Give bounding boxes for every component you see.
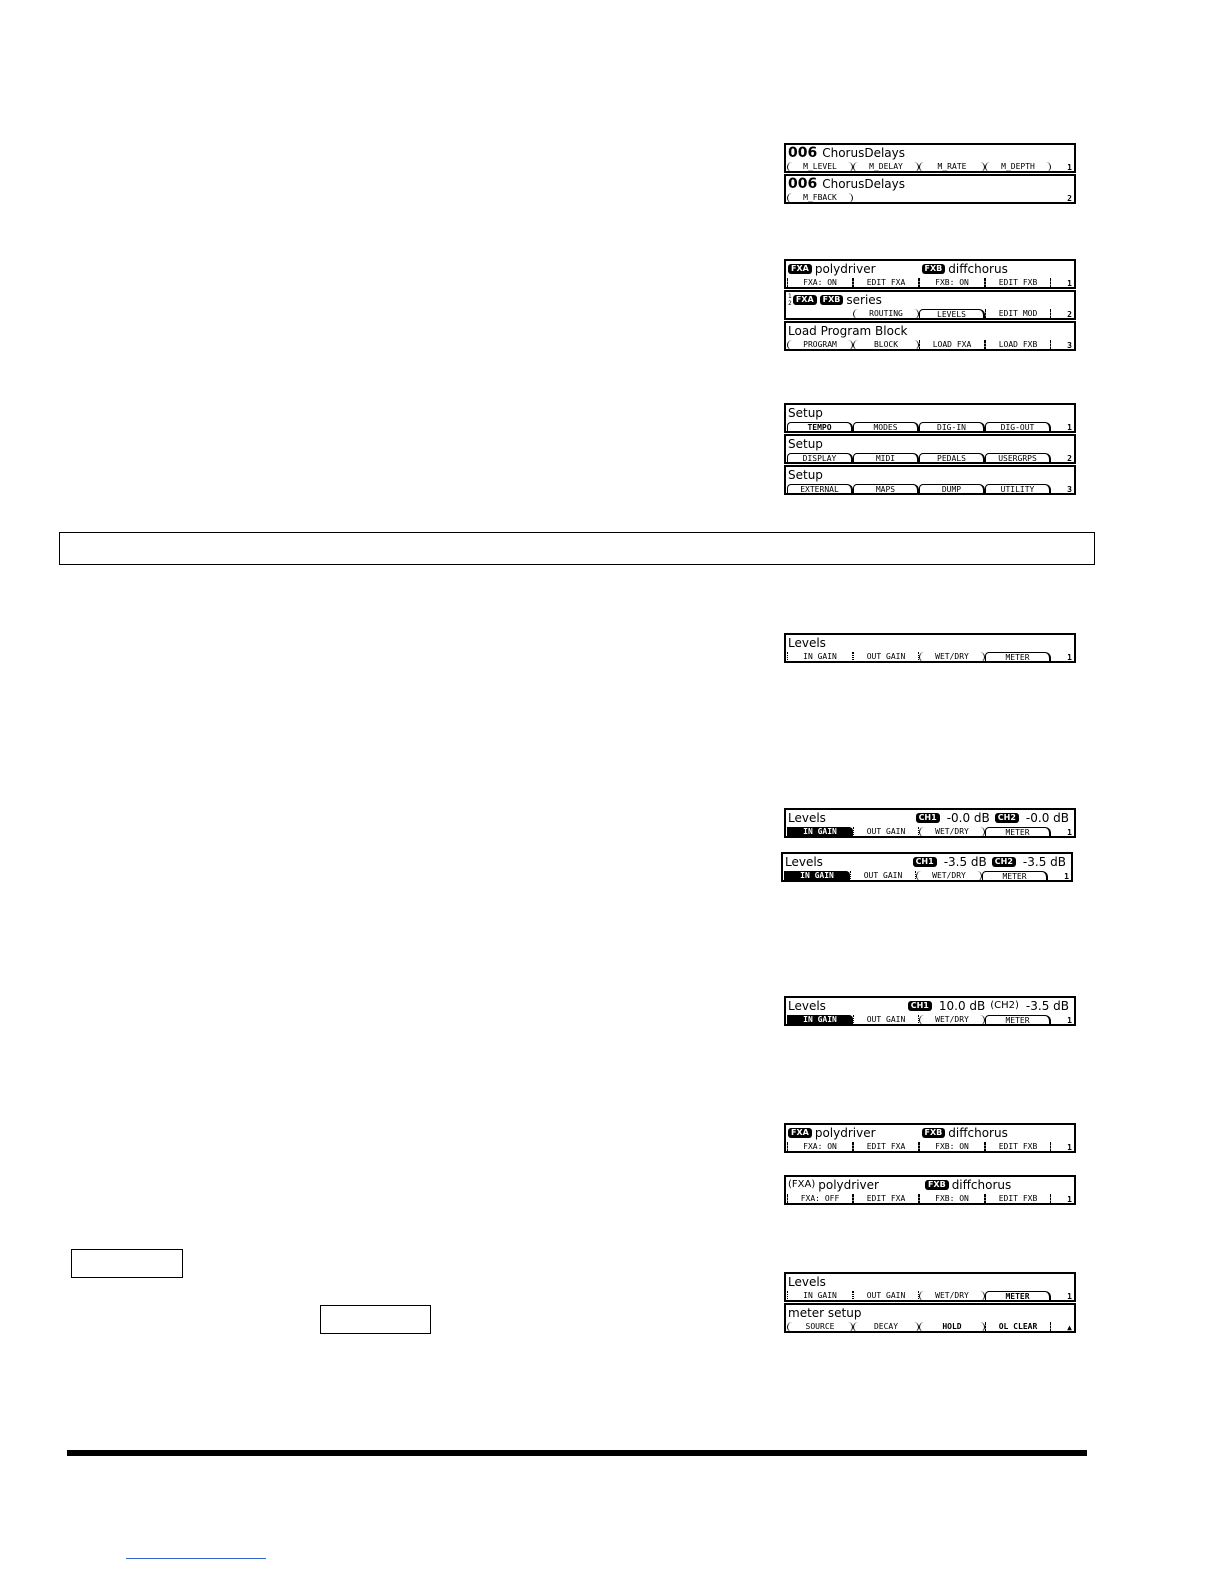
panel-title: Setup — [788, 468, 823, 482]
softkey-ol-clear[interactable]: OL CLEAR — [985, 1322, 1051, 1332]
softkey-meter[interactable]: METER — [985, 1291, 1051, 1301]
lcd-setup-display — [784, 403, 1076, 495]
page-indicator: 1 — [1067, 163, 1072, 172]
softkey-3[interactable]: M_RATE — [919, 162, 985, 172]
softkey-meter[interactable]: METER — [985, 652, 1051, 662]
lcd-levels-display — [784, 633, 1076, 663]
ch2-label: (CH2) — [990, 1000, 1019, 1011]
page-indicator: 3 — [1067, 485, 1072, 494]
section-heading-box — [59, 532, 1095, 565]
softkey-1[interactable]: DISPLAY — [787, 453, 853, 463]
softkey-2[interactable]: BLOCK — [853, 340, 919, 350]
softkey-in-gain[interactable]: IN GAIN — [787, 652, 853, 662]
ch1-value: 10.0 dB — [938, 999, 986, 1013]
page-indicator: 1 — [1067, 1292, 1072, 1301]
page-indicator: 1 — [1067, 279, 1072, 288]
softkey-wet-dry[interactable]: WET/DRY — [919, 827, 985, 837]
program-number: 006 — [788, 145, 818, 161]
softkey-out-gain[interactable]: OUT GAIN — [853, 652, 919, 662]
softkey-fxa-toggle[interactable]: FXA: OFF — [787, 1194, 853, 1204]
lcd-panel-page-1 — [784, 259, 1076, 289]
lcd-fx-off-display — [784, 1175, 1076, 1205]
lcd-levels-adjusted-display — [781, 852, 1073, 882]
page-indicator: 3 — [1067, 341, 1072, 350]
softkey-2[interactable]: M_DELAY — [853, 162, 919, 172]
lcd-panel-page-1 — [784, 1175, 1076, 1205]
lcd-panel-page-1 — [784, 1123, 1076, 1153]
softkey-1[interactable]: M_LEVEL — [787, 162, 853, 172]
softkey-edit-fxa[interactable]: EDIT FXA — [853, 1142, 919, 1152]
program-number: 006 — [788, 176, 818, 192]
ch2-chip: CH2 — [995, 813, 1019, 823]
program-title: ChorusDelays — [822, 177, 906, 191]
panel-title: Load Program Block — [788, 324, 908, 338]
softkey-fxb-toggle[interactable]: FXB: ON — [919, 1142, 985, 1152]
softkey-4[interactable]: USERGRPS — [985, 453, 1051, 463]
softkey-4[interactable]: M_DEPTH — [985, 162, 1051, 172]
softkey-1[interactable]: TEMPO — [787, 422, 853, 432]
page-indicator: 1 — [1067, 423, 1072, 432]
softkey-wet-dry[interactable]: WET/DRY — [919, 1015, 985, 1025]
lcd-meter-setup-display — [784, 1272, 1076, 1333]
fxa-name: polydriver — [814, 1126, 876, 1140]
softkey-3[interactable]: FXB: ON — [919, 278, 985, 288]
softkey-wet-dry[interactable]: WET/DRY — [919, 652, 985, 662]
softkey-2[interactable]: MAPS — [853, 484, 919, 494]
panel-title: Levels — [788, 1275, 826, 1289]
fxb-name: diffchorus — [951, 1178, 1012, 1192]
softkey-3[interactable]: LOAD FXA — [919, 340, 985, 350]
fxa-chip: FXA — [788, 1128, 812, 1138]
fxb-chip: FXB — [922, 264, 946, 274]
fxa-chip: FXA — [788, 264, 812, 274]
ch1-value: -3.5 dB — [943, 855, 987, 869]
fxb-name: diffchorus — [948, 1126, 1008, 1140]
softkey-4[interactable]: UTILITY — [985, 484, 1051, 494]
softkey-hold[interactable]: HOLD — [919, 1322, 985, 1332]
panel-title: meter setup — [788, 1306, 862, 1320]
lcd-panel-meter-setup — [784, 1303, 1076, 1333]
softkey-4[interactable]: DIG-OUT — [985, 422, 1051, 432]
softkey-4[interactable]: LOAD FXB — [985, 340, 1051, 350]
panel-title: Levels — [788, 999, 826, 1013]
lcd-panel-page-2 — [784, 174, 1076, 204]
page-indicator: 1 — [1067, 828, 1072, 837]
softkey-fxa-toggle[interactable]: FXA: ON — [787, 1142, 853, 1152]
softkey-in-gain[interactable]: IN GAIN — [787, 1291, 853, 1301]
empty-box-1 — [71, 1249, 183, 1278]
panel-title: Levels — [788, 636, 826, 650]
lcd-panel-page-1 — [784, 633, 1076, 663]
softkey-wet-dry[interactable]: WET/DRY — [916, 871, 982, 881]
lcd-panel-page-1 — [784, 1272, 1076, 1302]
softkey-meter[interactable]: METER — [982, 871, 1048, 881]
softkey-4[interactable]: EDIT MOD — [985, 309, 1051, 319]
lcd-panel-page-3 — [784, 465, 1076, 495]
ch2-value: -3.5 dB — [1022, 855, 1066, 869]
fxb-name: diffchorus — [948, 262, 1008, 276]
fxa-label: (FXA) — [788, 1179, 816, 1190]
page-indicator: 2 — [1067, 310, 1072, 319]
softkey-2[interactable]: EDIT FXA — [853, 278, 919, 288]
ch1-chip: CH1 — [913, 857, 937, 867]
panel-title: Levels — [788, 811, 826, 825]
lcd-panel-page-1 — [784, 808, 1076, 838]
lcd-levels-unlinked-display — [784, 996, 1076, 1026]
softkey-2[interactable]: MODES — [853, 422, 919, 432]
panel-title: Setup — [788, 406, 823, 420]
page-indicator: 1 — [1067, 1016, 1072, 1025]
lcd-panel-page-2 — [784, 434, 1076, 464]
softkey-3[interactable]: DIG-IN — [919, 422, 985, 432]
softkey-out-gain[interactable]: OUT GAIN — [853, 827, 919, 837]
fxb-chip: FXB — [925, 1180, 949, 1190]
softkey-decay[interactable]: DECAY — [853, 1322, 919, 1332]
lcd-panel-page-2 — [784, 290, 1076, 320]
routing-input-labels: 1 2 — [788, 293, 792, 307]
page-up-indicator: ▲ — [1067, 1323, 1072, 1332]
softkey-meter[interactable]: METER — [985, 827, 1051, 837]
ch1-value: -0.0 dB — [946, 811, 990, 825]
footer-rule — [67, 1450, 1087, 1456]
lcd-chorus-display — [784, 143, 1076, 204]
routing-mode: series — [846, 293, 882, 307]
program-title: ChorusDelays — [822, 146, 906, 160]
lcd-levels-in-gain-display — [784, 808, 1076, 838]
softkey-edit-fxb[interactable]: EDIT FXB — [985, 1194, 1051, 1204]
softkey-source[interactable]: SOURCE — [787, 1322, 853, 1332]
fxa-name: polydriver — [814, 262, 876, 276]
ch2-value: -0.0 dB — [1025, 811, 1069, 825]
panel-title: Setup — [788, 437, 823, 451]
softkey-in-gain[interactable]: IN GAIN — [787, 827, 853, 837]
softkey-1[interactable]: FXA: ON — [787, 278, 853, 288]
softkey-3[interactable]: LEVELS — [919, 309, 985, 319]
softkey-1[interactable]: M_FBACK — [787, 193, 853, 203]
footer-link-underline[interactable] — [126, 1558, 266, 1559]
lcd-program-display — [784, 259, 1076, 351]
ch2-value: -3.5 dB — [1025, 999, 1069, 1013]
lcd-panel-page-1 — [781, 852, 1073, 882]
panel-title: Levels — [785, 855, 823, 869]
softkey-edit-fxb[interactable]: EDIT FXB — [985, 1142, 1051, 1152]
softkey-3[interactable]: PEDALS — [919, 453, 985, 463]
page-indicator: 1 — [1067, 1143, 1072, 1152]
softkey-meter[interactable]: METER — [985, 1015, 1051, 1025]
fxb-chip: FXB — [820, 295, 844, 305]
softkey-out-gain[interactable]: OUT GAIN — [853, 1015, 919, 1025]
softkey-2[interactable]: MIDI — [853, 453, 919, 463]
ch1-chip: CH1 — [916, 813, 940, 823]
lcd-panel-page-1 — [784, 996, 1076, 1026]
softkey-wet-dry[interactable]: WET/DRY — [919, 1291, 985, 1301]
softkey-4[interactable]: EDIT FXB — [985, 278, 1051, 288]
lcd-panel-page-1 — [784, 403, 1076, 433]
ch1-chip: CH1 — [908, 1001, 932, 1011]
page-indicator: 1 — [1067, 653, 1072, 662]
softkey-in-gain[interactable]: IN GAIN — [784, 871, 850, 881]
fxb-chip: FXB — [922, 1128, 946, 1138]
page-indicator: 2 — [1067, 194, 1072, 203]
lcd-fx-on-display — [784, 1123, 1076, 1153]
softkey-1[interactable]: PROGRAM — [787, 340, 853, 350]
lcd-panel-page-1 — [784, 143, 1076, 173]
softkey-fxb-toggle[interactable]: FXB: ON — [919, 1194, 985, 1204]
ch2-chip: CH2 — [992, 857, 1016, 867]
softkey-2[interactable]: ROUTING — [853, 309, 919, 319]
softkey-3[interactable]: DUMP — [919, 484, 985, 494]
softkey-out-gain[interactable]: OUT GAIN — [850, 871, 916, 881]
page-indicator: 2 — [1067, 454, 1072, 463]
softkey-1[interactable]: EXTERNAL — [787, 484, 853, 494]
empty-box-2 — [320, 1305, 431, 1334]
lcd-panel-page-3 — [784, 321, 1076, 351]
softkey-edit-fxa[interactable]: EDIT FXA — [853, 1194, 919, 1204]
softkey-in-gain[interactable]: IN GAIN — [787, 1015, 853, 1025]
page-indicator: 1 — [1067, 1195, 1072, 1204]
fxa-chip: FXA — [793, 295, 817, 305]
page-indicator: 1 — [1064, 872, 1069, 881]
softkey-out-gain[interactable]: OUT GAIN — [853, 1291, 919, 1301]
fxa-name: polydriver — [818, 1178, 879, 1192]
